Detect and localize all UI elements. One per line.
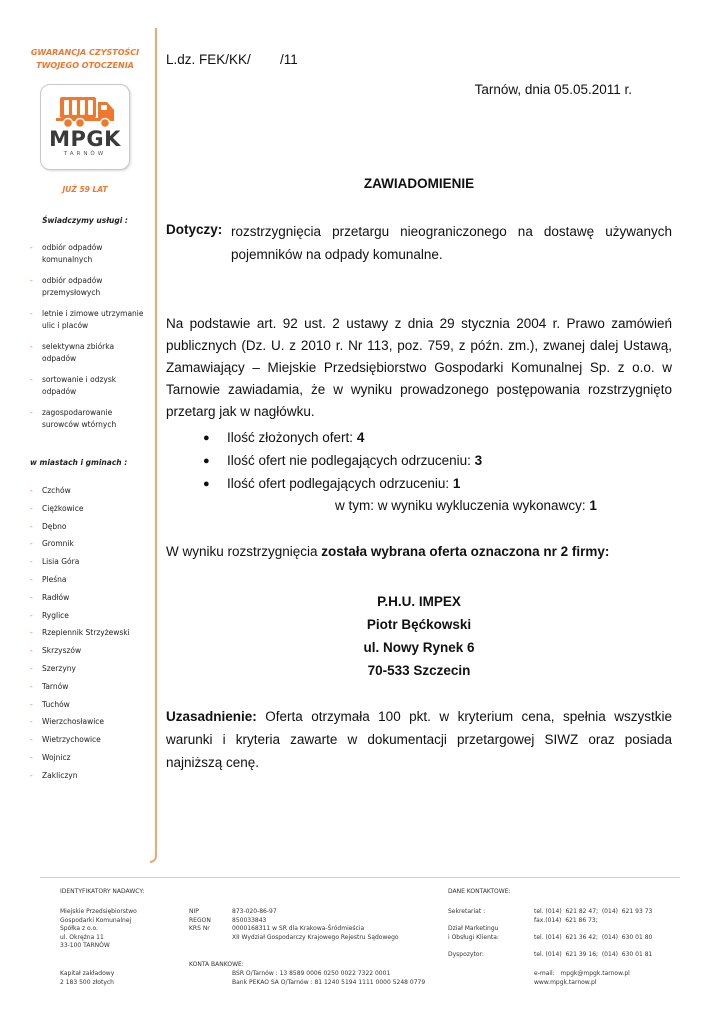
exclusion-label: w tym: w wyniku wykluczenia wykonawcy: xyxy=(335,498,590,513)
town-item: - Dębno xyxy=(30,521,150,539)
town-item: - Skrzyszów xyxy=(30,645,150,663)
footer-contact-values: tel. (014) 621 82 47; (014) 621 93 73 fax.(014) 621 86 73; tel. (014) 621 36 42; (014) 630 01 80 tel. (014) 621 39 16; (014) 630 01 81 xyxy=(534,908,653,958)
town-item: - Gromnik xyxy=(30,538,150,556)
footer-capital: Kapitał zakładowy 2 183 500 złotych xyxy=(60,970,115,986)
town-item: - Pleśna xyxy=(30,574,150,592)
town-item: - Czchów xyxy=(30,485,150,503)
bullet-label: Ilość złożonych ofert: xyxy=(227,430,357,445)
town-item: - Tuchów xyxy=(30,699,150,717)
footer-company: Miejskie Przedsiębiorstwo Gospodarki Komunalnej Spółka z o.o. ul. Okrężna 11 33-100 TARNÓW xyxy=(60,908,137,949)
town-item: - Szerzyny xyxy=(30,663,150,681)
slogan-line: GWARANCJA CZYSTOŚCI xyxy=(30,48,140,57)
result-bold-text: została wybrana oferta oznaczona nr 2 firmy: xyxy=(321,544,610,559)
town-item: - Wierzchosławice xyxy=(30,716,150,734)
bullet-symbol: ● xyxy=(203,478,210,490)
bullet-symbol: ● xyxy=(203,455,210,467)
justification-label: Uzasadnienie: xyxy=(166,709,257,724)
subject-label: Dotyczy: xyxy=(166,222,223,237)
bullet-label: Ilość ofert podlegających odrzuceniu: xyxy=(227,476,453,491)
service-item: - selektywna zbiórka odpadów xyxy=(30,341,150,374)
footer-id-values: 873-020-86-97 850033843 0000168311 w SR dla Krakowa-Śródmieścia XII Wydział Gospodarczy Krajowego Rejestru Sądowego xyxy=(232,908,399,941)
logo-subtext: TARNÓW xyxy=(63,151,107,157)
town-item: - Ryglice xyxy=(30,610,150,628)
slogan xyxy=(20,46,150,72)
town-item: - Ciężkowice xyxy=(30,503,150,521)
town-item: - Lisia Góra xyxy=(30,556,150,574)
bullet-value: 3 xyxy=(474,453,483,468)
town-item: - Wojnicz xyxy=(30,752,150,770)
town-item: - Radłów xyxy=(30,592,150,610)
result-text: W wyniku rozstrzygnięcia xyxy=(166,544,322,559)
bullet-label: Ilość ofert nie podlegających odrzuceniu: xyxy=(227,453,475,468)
service-item: - odbiór odpadów przemysłowych xyxy=(30,275,150,308)
letter-date: Tarnów, dnia 05.05.2011 r. xyxy=(474,82,632,97)
result-line xyxy=(166,542,609,562)
company-logo xyxy=(40,84,130,170)
sidebar-divider xyxy=(150,28,157,863)
footer-divider xyxy=(40,877,680,878)
service-item: - sortowanie i odzysk odpadów xyxy=(30,374,150,407)
justification-body: Oferta otrzymała 100 pkt. w kryterium cena, spełnia wszystkie warunki i kryteria zawarte w dokumentacji przetargowej SIWZ oraz posiada najniższą cenę. xyxy=(166,709,672,770)
garbage-truck-icon xyxy=(54,93,118,129)
exclusion-value: 1 xyxy=(589,498,597,513)
bullet-item xyxy=(227,428,364,448)
service-item: - odbiór odpadów komunalnych xyxy=(30,242,150,275)
town-item: - Wietrzychowice xyxy=(30,734,150,752)
town-item: - Rzepiennik Strzyżewski xyxy=(30,627,150,645)
subject-body: rozstrzygnięcia przetargu nieograniczonego na dostawę używanych pojemników na odpady komunalne. xyxy=(231,224,672,262)
justification xyxy=(166,705,672,774)
services-list xyxy=(30,242,150,440)
slogan-line: TWOJEGO OTOCZENIA xyxy=(36,61,134,70)
bullet-value: 1 xyxy=(452,476,461,491)
towns-list xyxy=(30,485,150,788)
company-street: ul. Nowy Rynek 6 xyxy=(363,640,475,655)
service-item: - zagospodarowanie surowców wtórnych xyxy=(30,407,150,440)
reference-suffix: /11 xyxy=(280,52,298,67)
service-item: - letnie i zimowe utrzymanie ulic i placów xyxy=(30,308,150,341)
years-badge: JUŻ 59 LAT xyxy=(62,185,108,194)
body-paragraph: Na podstawie art. 92 ust. 2 ustawy z dnia 29 stycznia 2004 r. Prawo zamówień publicznych (Dz. U. z 2010 r. Nr 113, poz. 759, z późn. zm.), zwanej dalej Ustawą, Zamawiający – Miejskie Przedsiębiorstwo Gospodarki Komunalnej Sp. z o.o. w Tarnowie zawiadamia, że w wyniku prowadzonego postępowania rozstrzygnięto przetarg jak w nagłówku. xyxy=(166,316,672,419)
reference-number: L.dz. FEK/KK/ xyxy=(166,52,251,67)
company-owner: Piotr Bęćkowski xyxy=(366,617,472,632)
town-item: - Tarnów xyxy=(30,681,150,699)
footer-id-labels: NIP REGON KRS Nr xyxy=(189,908,211,932)
bullet-value: 4 xyxy=(356,430,365,445)
services-title: Świadczymy usługi : xyxy=(42,216,128,225)
towns-title: w miastach i gminach : xyxy=(30,458,128,467)
logo-text: MPGK xyxy=(49,127,121,151)
footer-contact-title: DANE KONTAKTOWE: xyxy=(448,888,511,895)
company-city: 70-533 Szczecin xyxy=(367,663,471,678)
bullet-symbol: ● xyxy=(203,432,210,444)
bullet-item xyxy=(227,451,482,471)
exclusion-line xyxy=(335,496,597,516)
bullet-item xyxy=(227,474,460,494)
town-item: - Zakliczyn xyxy=(30,770,150,788)
footer-web: e-mail: mpgk@mpgk.tarnow.pl www.mpgk.tarnow.pl xyxy=(534,970,630,986)
company-name: P.H.U. IMPEX xyxy=(377,594,461,609)
sidebar xyxy=(0,0,156,870)
footer-bank-title: KONTA BANKOWE: xyxy=(189,961,244,968)
footer-contact-labels: Sekretariat : Dział Marketingu i Obsługi Klienta: Dyspozytor: xyxy=(448,908,499,958)
letter-title: ZAWIADOMIENIE xyxy=(363,176,475,191)
footer-bank-accounts: BSR O/Tarnów : 13 8589 0006 0250 0022 7322 0001 Bank PEKAO SA O/Tarnów : 81 1240 5194 1111 0000 5248 0779 xyxy=(232,970,426,986)
footer-ids-title: IDENTYFIKATORY NADAWCY: xyxy=(60,888,145,895)
